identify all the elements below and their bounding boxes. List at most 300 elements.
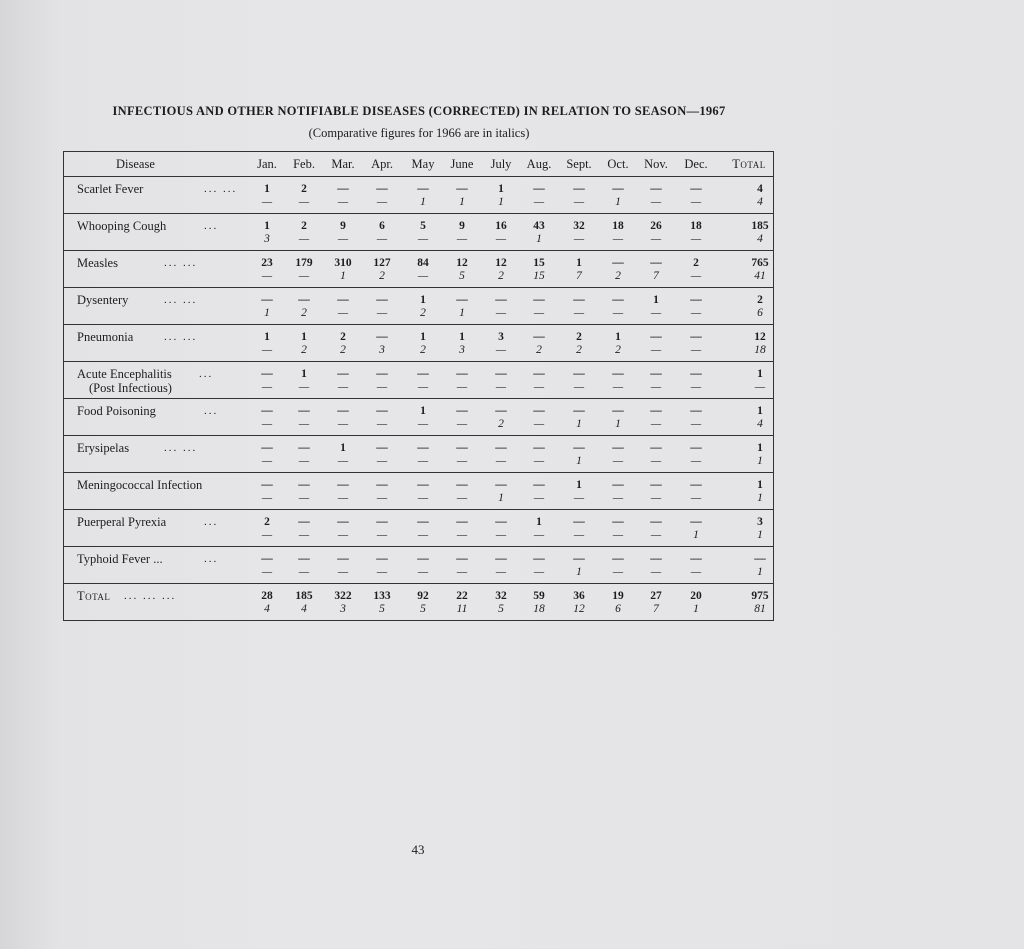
value-1967: —: [298, 294, 310, 306]
disease-name-line: Food Poisoning: [77, 404, 156, 418]
value-1966: —: [337, 233, 349, 245]
value-1967: —: [261, 294, 273, 306]
value-1966: —: [690, 307, 702, 319]
value-1967: —: [650, 405, 662, 417]
value-1966: 1: [576, 566, 582, 578]
value-1966: —: [495, 381, 507, 393]
header-month: Mar.: [331, 157, 355, 171]
value-1966: —: [261, 381, 273, 393]
disease-name: [77, 182, 143, 196]
value-1966: —: [298, 529, 310, 541]
value-1967: 1: [615, 331, 621, 343]
total-1966: 1: [757, 529, 763, 541]
value-1967: —: [690, 331, 702, 343]
value-1967: 1: [536, 516, 542, 528]
value-1966: —: [456, 492, 468, 504]
disease-name-line: Typhoid Fever ...: [77, 552, 163, 566]
value-1966: 1: [420, 196, 426, 208]
value-1967: —: [690, 405, 702, 417]
value-1967: —: [337, 479, 349, 491]
value-1966: —: [456, 418, 468, 430]
value-1966: —: [573, 492, 585, 504]
table-row: [64, 288, 773, 325]
value-1966: 3: [340, 603, 346, 615]
value-1967: —: [337, 553, 349, 565]
value-1966: —: [612, 492, 624, 504]
disease-name: [77, 441, 129, 455]
value-1967: —: [612, 294, 624, 306]
value-1967: —: [456, 405, 468, 417]
value-1967: 1: [301, 331, 307, 343]
value-1967: —: [456, 368, 468, 380]
value-1967: —: [690, 294, 702, 306]
value-1966: —: [533, 307, 545, 319]
value-1966: —: [650, 344, 662, 356]
header-month: Feb.: [293, 157, 315, 171]
disease-name: [77, 552, 163, 566]
value-1966: —: [690, 566, 702, 578]
table-row: [64, 399, 773, 436]
total-1966: 81: [754, 603, 766, 615]
value-1967: —: [533, 553, 545, 565]
value-1966: —: [337, 566, 349, 578]
value-1967: —: [650, 516, 662, 528]
value-1967: —: [650, 479, 662, 491]
value-1967: 59: [533, 590, 545, 602]
value-1966: 5: [498, 603, 504, 615]
value-1966: —: [495, 566, 507, 578]
value-1966: —: [533, 196, 545, 208]
value-1966: 15: [533, 270, 545, 282]
value-1966: —: [261, 492, 273, 504]
value-1967: —: [612, 442, 624, 454]
value-1966: —: [298, 381, 310, 393]
value-1967: —: [573, 294, 585, 306]
value-1966: —: [650, 381, 662, 393]
value-1966: 2: [615, 344, 621, 356]
value-1966: —: [456, 455, 468, 467]
value-1967: —: [690, 442, 702, 454]
value-1966: —: [650, 529, 662, 541]
value-1966: —: [690, 344, 702, 356]
table-subtitle: (Comparative figures for 1966 are in italics): [308, 126, 530, 140]
value-1967: —: [573, 553, 585, 565]
value-1966: 2: [379, 270, 385, 282]
value-1967: —: [533, 331, 545, 343]
disease-name-line: Total: [77, 589, 111, 603]
disease-name-line: Dysentery: [77, 293, 129, 307]
value-1966: —: [573, 381, 585, 393]
value-1967: 1: [264, 183, 270, 195]
value-1967: —: [495, 553, 507, 565]
disease-name-line: Meningococcal Infection: [77, 478, 203, 492]
value-1967: —: [456, 183, 468, 195]
value-1966: —: [650, 418, 662, 430]
header-month: Oct.: [607, 157, 629, 171]
value-1966: 1: [576, 418, 582, 430]
disease-name-line: Pneumonia: [77, 330, 134, 344]
value-1967: 5: [420, 220, 426, 232]
value-1966: —: [376, 307, 388, 319]
value-1967: —: [417, 442, 429, 454]
value-1966: —: [612, 455, 624, 467]
value-1966: 1: [459, 307, 465, 319]
value-1966: 7: [576, 270, 582, 282]
leader-dots: ...: [204, 553, 219, 565]
value-1967: 26: [650, 220, 662, 232]
value-1966: 6: [615, 603, 621, 615]
value-1967: —: [690, 516, 702, 528]
value-1967: 9: [459, 220, 465, 232]
value-1966: —: [495, 307, 507, 319]
leader-dots: ... ...: [164, 442, 198, 454]
value-1967: 1: [340, 442, 346, 454]
value-1966: —: [376, 566, 388, 578]
total-1966: 4: [757, 233, 763, 245]
value-1966: —: [612, 307, 624, 319]
disease-name-subline: (Post Infectious): [89, 381, 172, 395]
value-1966: —: [417, 270, 429, 282]
total-1967: 1: [757, 442, 763, 454]
value-1966: —: [650, 455, 662, 467]
value-1967: 20: [690, 590, 702, 602]
value-1966: —: [337, 492, 349, 504]
disease-name: [77, 367, 172, 395]
value-1967: 92: [417, 590, 429, 602]
total-1966: 4: [757, 418, 763, 430]
value-1967: —: [612, 553, 624, 565]
disease-name-line: Puerperal Pyrexia: [77, 515, 167, 529]
value-1967: —: [690, 183, 702, 195]
value-1967: 1: [264, 331, 270, 343]
header-month: Apr.: [371, 157, 393, 171]
value-1967: —: [261, 553, 273, 565]
value-1967: —: [533, 294, 545, 306]
value-1967: —: [417, 183, 429, 195]
value-1967: —: [573, 516, 585, 528]
value-1967: 322: [334, 590, 352, 602]
value-1966: —: [376, 381, 388, 393]
value-1967: —: [298, 405, 310, 417]
total-1967: 3: [757, 516, 763, 528]
value-1966: 2: [301, 307, 307, 319]
value-1967: —: [456, 479, 468, 491]
value-1967: —: [612, 516, 624, 528]
total-1966: —: [754, 381, 766, 393]
value-1966: 3: [264, 233, 270, 245]
value-1966: 1: [693, 603, 699, 615]
value-1966: 2: [498, 270, 504, 282]
value-1966: —: [417, 381, 429, 393]
total-1967: 765: [751, 257, 769, 269]
value-1966: 1: [615, 418, 621, 430]
value-1967: —: [298, 479, 310, 491]
value-1967: —: [337, 294, 349, 306]
value-1966: —: [456, 381, 468, 393]
value-1966: —: [650, 566, 662, 578]
value-1966: 1: [536, 233, 542, 245]
value-1966: 3: [459, 344, 465, 356]
value-1966: 1: [498, 196, 504, 208]
value-1966: —: [376, 196, 388, 208]
value-1966: 5: [420, 603, 426, 615]
value-1967: —: [298, 553, 310, 565]
header-month: Nov.: [644, 157, 668, 171]
value-1967: —: [495, 294, 507, 306]
value-1967: 310: [334, 257, 352, 269]
total-1966: 18: [754, 344, 766, 356]
value-1967: —: [573, 368, 585, 380]
value-1967: —: [495, 368, 507, 380]
table-header-row: [64, 151, 773, 177]
value-1966: 4: [264, 603, 270, 615]
value-1966: —: [690, 455, 702, 467]
total-1967: 2: [757, 294, 763, 306]
value-1966: —: [298, 233, 310, 245]
table-row: [64, 177, 773, 214]
value-1966: —: [376, 455, 388, 467]
value-1967: —: [376, 368, 388, 380]
value-1966: 1: [693, 529, 699, 541]
value-1967: —: [650, 553, 662, 565]
value-1966: —: [690, 492, 702, 504]
leader-dots: ...: [204, 516, 219, 528]
value-1966: —: [650, 196, 662, 208]
value-1967: 1: [420, 294, 426, 306]
value-1967: —: [573, 183, 585, 195]
value-1966: —: [298, 492, 310, 504]
value-1966: 2: [420, 344, 426, 356]
value-1966: —: [533, 381, 545, 393]
value-1966: —: [417, 418, 429, 430]
value-1966: —: [612, 529, 624, 541]
value-1967: 2: [340, 331, 346, 343]
table-row: [64, 325, 773, 362]
header-month: July: [490, 157, 512, 171]
value-1966: 2: [340, 344, 346, 356]
value-1967: —: [650, 368, 662, 380]
value-1966: —: [417, 455, 429, 467]
value-1967: 185: [295, 590, 313, 602]
table-title: INFECTIOUS AND OTHER NOTIFIABLE DISEASES (CORRECTED) IN RELATION TO SEASON—1967: [112, 104, 726, 118]
value-1966: 7: [653, 270, 659, 282]
value-1967: —: [495, 405, 507, 417]
value-1966: 1: [459, 196, 465, 208]
value-1966: —: [376, 529, 388, 541]
value-1967: —: [495, 442, 507, 454]
value-1967: —: [533, 405, 545, 417]
value-1967: —: [337, 183, 349, 195]
value-1967: 12: [456, 257, 468, 269]
total-1967: 1: [757, 479, 763, 491]
value-1967: —: [376, 331, 388, 343]
value-1967: —: [495, 516, 507, 528]
value-1967: —: [612, 405, 624, 417]
table-row: [64, 362, 773, 399]
value-1967: —: [376, 442, 388, 454]
value-1967: —: [417, 479, 429, 491]
value-1967: —: [376, 183, 388, 195]
value-1967: 1: [576, 479, 582, 491]
value-1966: —: [533, 455, 545, 467]
total-1966: 6: [757, 307, 763, 319]
disease-name: [77, 330, 133, 344]
value-1966: 2: [420, 307, 426, 319]
header-month: May: [411, 157, 435, 171]
value-1967: 179: [295, 257, 313, 269]
value-1966: —: [533, 492, 545, 504]
value-1966: —: [690, 196, 702, 208]
value-1966: —: [650, 233, 662, 245]
value-1967: —: [261, 479, 273, 491]
value-1967: 2: [576, 331, 582, 343]
total-1967: 975: [751, 590, 769, 602]
value-1967: 133: [373, 590, 391, 602]
value-1966: 2: [301, 344, 307, 356]
total-1967: 1: [757, 368, 763, 380]
value-1967: 22: [456, 590, 468, 602]
leader-dots: ... ...: [164, 294, 198, 306]
page-number: 43: [411, 842, 425, 857]
value-1967: —: [573, 442, 585, 454]
value-1967: 36: [573, 590, 585, 602]
value-1966: —: [376, 492, 388, 504]
total-1967: 4: [757, 183, 763, 195]
value-1966: —: [261, 270, 273, 282]
value-1967: 1: [420, 331, 426, 343]
value-1966: 1: [576, 455, 582, 467]
value-1967: 19: [612, 590, 624, 602]
value-1966: —: [417, 492, 429, 504]
total-1966: 1: [757, 566, 763, 578]
value-1966: 2: [576, 344, 582, 356]
value-1966: —: [417, 529, 429, 541]
value-1967: —: [612, 368, 624, 380]
value-1967: —: [650, 442, 662, 454]
value-1967: —: [690, 479, 702, 491]
value-1967: —: [298, 442, 310, 454]
value-1967: —: [456, 294, 468, 306]
value-1967: —: [533, 479, 545, 491]
value-1967: 84: [417, 257, 429, 269]
value-1966: —: [690, 233, 702, 245]
value-1967: —: [690, 368, 702, 380]
leader-dots: ...: [199, 368, 214, 380]
value-1966: —: [690, 270, 702, 282]
value-1966: —: [533, 418, 545, 430]
value-1967: —: [376, 294, 388, 306]
total-1966: 1: [757, 492, 763, 504]
value-1966: —: [298, 196, 310, 208]
value-1967: 23: [261, 257, 273, 269]
total-1967: —: [754, 553, 766, 565]
value-1966: 12: [573, 603, 585, 615]
value-1967: —: [376, 405, 388, 417]
value-1967: 18: [690, 220, 702, 232]
value-1967: 16: [495, 220, 507, 232]
total-1966: 41: [754, 270, 766, 282]
value-1967: 32: [573, 220, 585, 232]
disease-name-line: Whooping Cough: [77, 219, 167, 233]
table-row: [64, 214, 773, 251]
value-1967: 127: [373, 257, 391, 269]
disease-name: [77, 478, 202, 492]
header-disease: Disease: [116, 157, 155, 171]
header-month: Sept.: [566, 157, 592, 171]
leader-dots: ... ...: [164, 257, 198, 269]
value-1967: —: [298, 516, 310, 528]
value-1967: 1: [576, 257, 582, 269]
value-1966: —: [495, 233, 507, 245]
value-1966: 18: [533, 603, 545, 615]
value-1966: —: [261, 196, 273, 208]
disease-table: [63, 151, 774, 621]
disease-name: [77, 219, 166, 233]
value-1966: —: [417, 233, 429, 245]
value-1966: —: [612, 233, 624, 245]
value-1967: —: [495, 479, 507, 491]
value-1966: —: [298, 566, 310, 578]
value-1967: 2: [301, 220, 307, 232]
leader-dots: ...: [204, 405, 219, 417]
value-1967: —: [261, 405, 273, 417]
value-1966: —: [650, 492, 662, 504]
value-1967: 28: [261, 590, 273, 602]
value-1967: —: [612, 183, 624, 195]
disease-name: [77, 515, 166, 529]
value-1967: 43: [533, 220, 545, 232]
header-month: Dec.: [684, 157, 708, 171]
value-1967: —: [650, 257, 662, 269]
table-row: [64, 584, 773, 621]
value-1966: —: [298, 418, 310, 430]
value-1966: —: [495, 455, 507, 467]
value-1966: —: [612, 566, 624, 578]
value-1966: —: [690, 381, 702, 393]
value-1967: 9: [340, 220, 346, 232]
value-1967: 3: [498, 331, 504, 343]
value-1967: —: [533, 368, 545, 380]
table-row: [64, 436, 773, 473]
table-row: [64, 547, 773, 584]
value-1967: 1: [301, 368, 307, 380]
total-1967: 185: [751, 220, 769, 232]
value-1967: 6: [379, 220, 385, 232]
leader-dots: ... ...: [164, 331, 198, 343]
value-1966: 11: [456, 603, 468, 615]
value-1967: —: [612, 479, 624, 491]
value-1967: —: [261, 368, 273, 380]
leader-dots: ...: [204, 220, 219, 232]
value-1966: —: [417, 566, 429, 578]
value-1966: 2: [498, 418, 504, 430]
total-1966: 1: [757, 455, 763, 467]
disease-name-line: Acute Encephalitis: [77, 367, 172, 381]
disease-name-line: Scarlet Fever: [77, 182, 144, 196]
value-1966: —: [337, 196, 349, 208]
value-1967: —: [417, 516, 429, 528]
disease-name: [77, 589, 110, 603]
value-1966: 2: [536, 344, 542, 356]
value-1966: 4: [301, 603, 307, 615]
value-1967: —: [261, 442, 273, 454]
value-1966: —: [376, 233, 388, 245]
value-1966: —: [573, 529, 585, 541]
leader-dots: ... ... ...: [124, 590, 177, 602]
value-1967: 27: [650, 590, 662, 602]
value-1967: 1: [420, 405, 426, 417]
value-1967: —: [337, 368, 349, 380]
